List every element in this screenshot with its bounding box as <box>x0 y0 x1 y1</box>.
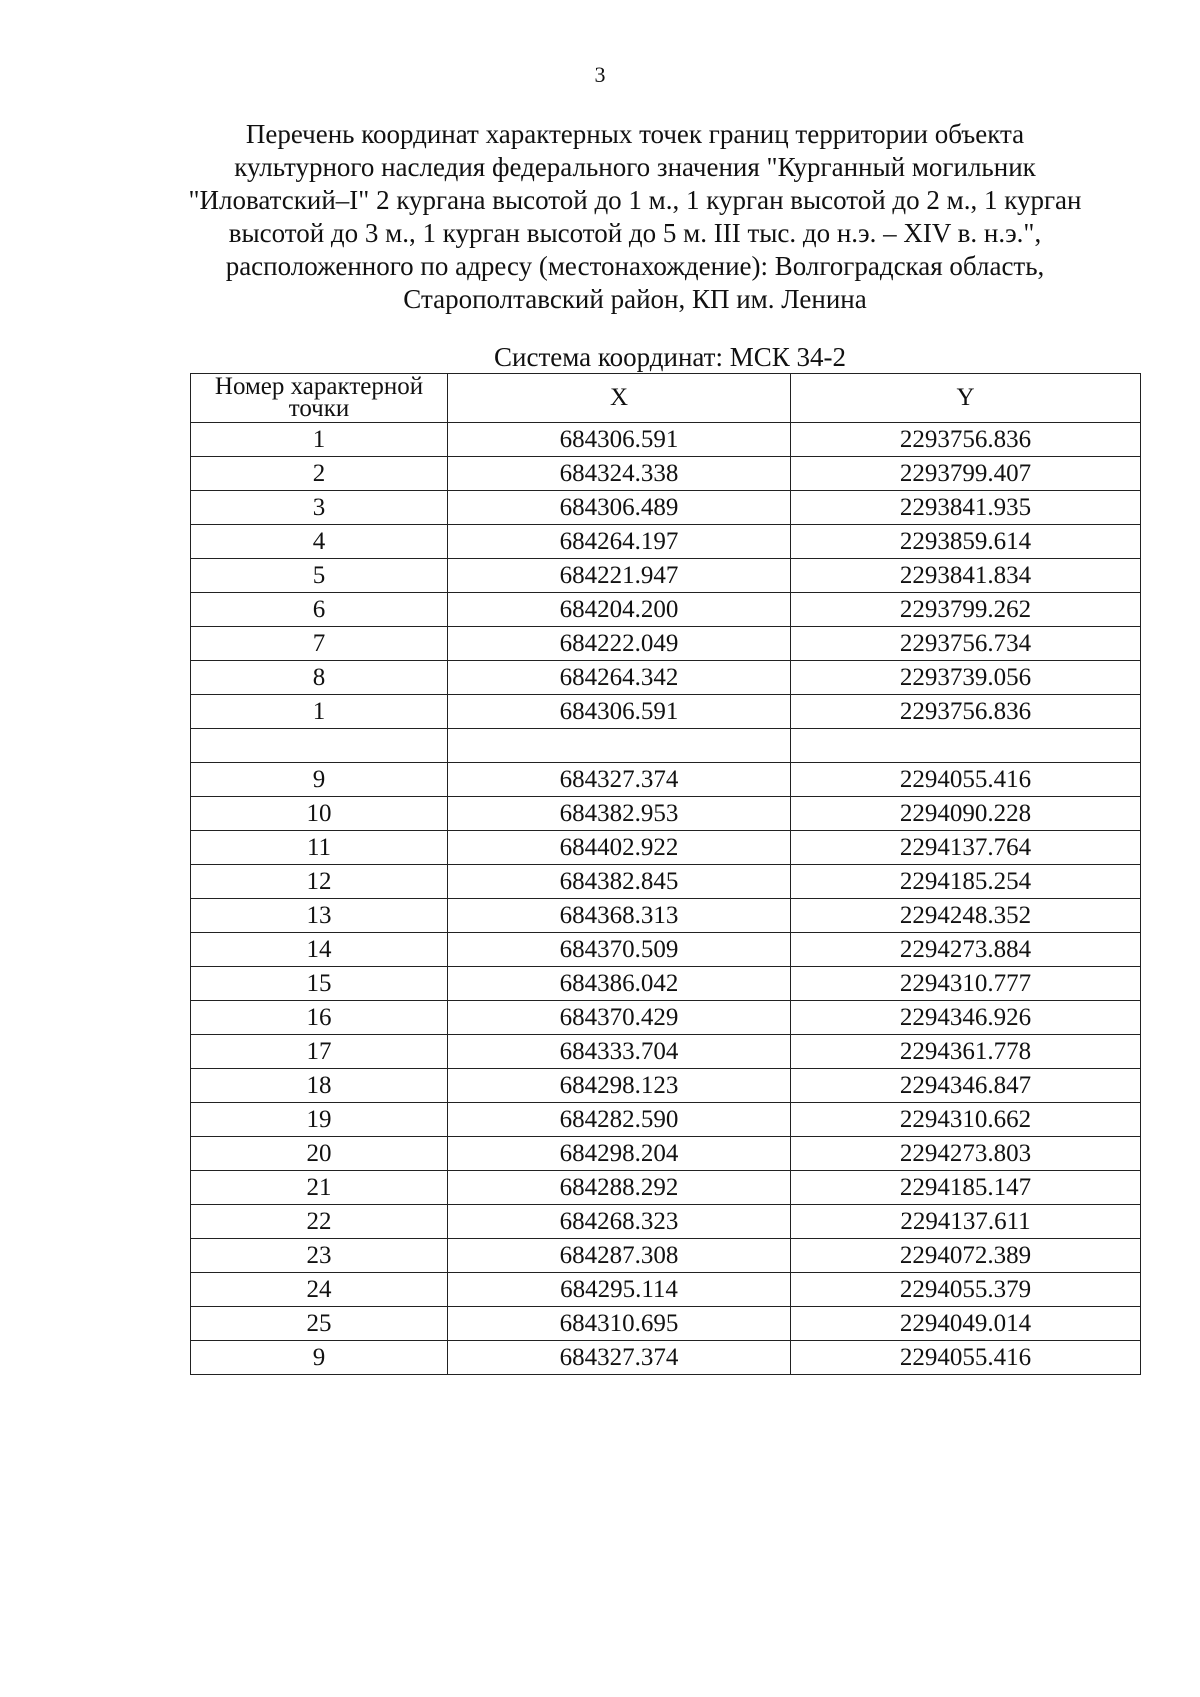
table-row <box>191 1205 1141 1239</box>
x-coordinate-cell: 684306.591 <box>448 695 791 729</box>
y-coordinate-cell: 2293756.734 <box>791 627 1141 661</box>
point-number-cell: 15 <box>191 967 448 1001</box>
point-number-cell <box>191 729 448 763</box>
table-row <box>191 525 1141 559</box>
x-coordinate-cell: 684310.695 <box>448 1307 791 1341</box>
title-line: культурного наследия федерального значения "Курганный могильник <box>234 152 1036 182</box>
x-coordinate-cell: 684264.342 <box>448 661 791 695</box>
point-number-cell: 9 <box>191 763 448 797</box>
table-row <box>191 661 1141 695</box>
y-coordinate-cell: 2294248.352 <box>791 899 1141 933</box>
title-line: Старополтавский район, КП им. Ленина <box>403 284 867 314</box>
y-coordinate-cell: 2294361.778 <box>791 1035 1141 1069</box>
point-number-cell: 24 <box>191 1273 448 1307</box>
table-row <box>191 1035 1141 1069</box>
y-coordinate-cell: 2294055.379 <box>791 1273 1141 1307</box>
y-coordinate-cell: 2293799.262 <box>791 593 1141 627</box>
x-coordinate-cell: 684268.323 <box>448 1205 791 1239</box>
title-line: высотой до 3 м., 1 курган высотой до 5 м. III тыс. до н.э. – XIV в. н.э.", <box>228 218 1042 248</box>
table-row <box>191 831 1141 865</box>
y-coordinate-cell: 2294273.803 <box>791 1137 1141 1171</box>
point-number-cell: 12 <box>191 865 448 899</box>
y-coordinate-cell: 2294049.014 <box>791 1307 1141 1341</box>
x-coordinate-cell: 684327.374 <box>448 763 791 797</box>
coordinates-table <box>190 373 1141 1375</box>
x-coordinate-cell: 684222.049 <box>448 627 791 661</box>
x-coordinate-cell: 684287.308 <box>448 1239 791 1273</box>
table-row <box>191 627 1141 661</box>
y-coordinate-cell: 2294310.777 <box>791 967 1141 1001</box>
header-point-number: Номер характерной точки <box>191 374 448 423</box>
y-coordinate-cell <box>791 729 1141 763</box>
title-line: Перечень координат характерных точек границ территории объекта <box>245 119 1025 149</box>
y-coordinate-cell: 2293841.834 <box>791 559 1141 593</box>
x-coordinate-cell: 684382.953 <box>448 797 791 831</box>
x-coordinate-cell: 684370.509 <box>448 933 791 967</box>
y-coordinate-cell: 2293739.056 <box>791 661 1141 695</box>
point-number-cell: 17 <box>191 1035 448 1069</box>
point-number-cell: 23 <box>191 1239 448 1273</box>
table-row <box>191 491 1141 525</box>
page-number: 3 <box>594 62 606 87</box>
point-number-cell: 6 <box>191 593 448 627</box>
table-row <box>191 1103 1141 1137</box>
table-row <box>191 1069 1141 1103</box>
x-coordinate-cell: 684324.338 <box>448 457 791 491</box>
title-line: "Иловатский–I" 2 кургана высотой до 1 м., 1 курган высотой до 2 м., 1 курган <box>188 185 1082 215</box>
table-body <box>191 423 1141 1375</box>
point-number-cell: 18 <box>191 1069 448 1103</box>
x-coordinate-cell: 684382.845 <box>448 865 791 899</box>
point-number-cell: 8 <box>191 661 448 695</box>
y-coordinate-cell: 2294185.254 <box>791 865 1141 899</box>
point-number-cell: 16 <box>191 1001 448 1035</box>
document-title <box>150 118 1120 316</box>
y-coordinate-cell: 2294137.764 <box>791 831 1141 865</box>
x-coordinate-cell: 684306.591 <box>448 423 791 457</box>
point-number-cell: 9 <box>191 1341 448 1375</box>
x-coordinate-cell: 684333.704 <box>448 1035 791 1069</box>
table-row <box>191 1137 1141 1171</box>
x-coordinate-cell: 684204.200 <box>448 593 791 627</box>
point-number-cell: 14 <box>191 933 448 967</box>
y-coordinate-cell: 2294137.611 <box>791 1205 1141 1239</box>
x-coordinate-cell: 684298.123 <box>448 1069 791 1103</box>
y-coordinate-cell: 2293841.935 <box>791 491 1141 525</box>
y-coordinate-cell: 2294055.416 <box>791 763 1141 797</box>
point-number-cell: 25 <box>191 1307 448 1341</box>
point-number-cell: 1 <box>191 423 448 457</box>
y-coordinate-cell: 2294273.884 <box>791 933 1141 967</box>
y-coordinate-cell: 2294310.662 <box>791 1103 1141 1137</box>
y-coordinate-cell: 2294055.416 <box>791 1341 1141 1375</box>
point-number-cell: 13 <box>191 899 448 933</box>
point-number-cell: 10 <box>191 797 448 831</box>
table-row <box>191 967 1141 1001</box>
x-coordinate-cell: 684327.374 <box>448 1341 791 1375</box>
point-number-cell: 22 <box>191 1205 448 1239</box>
x-coordinate-cell: 684295.114 <box>448 1273 791 1307</box>
x-coordinate-cell: 684402.922 <box>448 831 791 865</box>
x-coordinate-cell: 684282.590 <box>448 1103 791 1137</box>
table-row <box>191 423 1141 457</box>
point-number-cell: 21 <box>191 1171 448 1205</box>
y-coordinate-cell: 2293859.614 <box>791 525 1141 559</box>
y-coordinate-cell: 2294185.147 <box>791 1171 1141 1205</box>
table-row <box>191 865 1141 899</box>
table-row <box>191 763 1141 797</box>
x-coordinate-cell: 684221.947 <box>448 559 791 593</box>
title-line: расположенного по адресу (местонахождение): Волгоградская область, <box>225 251 1045 281</box>
header-y: Y <box>791 374 1141 423</box>
point-number-cell: 4 <box>191 525 448 559</box>
table-row <box>191 1171 1141 1205</box>
point-number-cell: 19 <box>191 1103 448 1137</box>
y-coordinate-cell: 2293799.407 <box>791 457 1141 491</box>
table-row <box>191 695 1141 729</box>
point-number-cell: 5 <box>191 559 448 593</box>
table-row <box>191 1239 1141 1273</box>
table-row <box>191 1307 1141 1341</box>
table-row <box>191 457 1141 491</box>
x-coordinate-cell: 684306.489 <box>448 491 791 525</box>
x-coordinate-cell: 684370.429 <box>448 1001 791 1035</box>
y-coordinate-cell: 2294346.926 <box>791 1001 1141 1035</box>
x-coordinate-cell: 684298.204 <box>448 1137 791 1171</box>
table-header-row <box>191 374 1141 423</box>
y-coordinate-cell: 2293756.836 <box>791 695 1141 729</box>
table-row <box>191 729 1141 763</box>
table-row <box>191 559 1141 593</box>
x-coordinate-cell: 684368.313 <box>448 899 791 933</box>
y-coordinate-cell: 2294346.847 <box>791 1069 1141 1103</box>
point-number-cell: 2 <box>191 457 448 491</box>
x-coordinate-cell: 684386.042 <box>448 967 791 1001</box>
table-row <box>191 593 1141 627</box>
table-row <box>191 899 1141 933</box>
point-number-cell: 11 <box>191 831 448 865</box>
point-number-cell: 7 <box>191 627 448 661</box>
table-row <box>191 933 1141 967</box>
point-number-cell: 20 <box>191 1137 448 1171</box>
y-coordinate-cell: 2294072.389 <box>791 1239 1141 1273</box>
table-row <box>191 1273 1141 1307</box>
table-row <box>191 1341 1141 1375</box>
point-number-cell: 1 <box>191 695 448 729</box>
x-coordinate-cell: 684288.292 <box>448 1171 791 1205</box>
y-coordinate-cell: 2293756.836 <box>791 423 1141 457</box>
x-coordinate-cell: 684264.197 <box>448 525 791 559</box>
y-coordinate-cell: 2294090.228 <box>791 797 1141 831</box>
coordinate-system-caption: Система координат: МСК 34-2 <box>494 342 846 372</box>
table-row <box>191 797 1141 831</box>
x-coordinate-cell <box>448 729 791 763</box>
header-x: X <box>448 374 791 423</box>
table-row <box>191 1001 1141 1035</box>
point-number-cell: 3 <box>191 491 448 525</box>
